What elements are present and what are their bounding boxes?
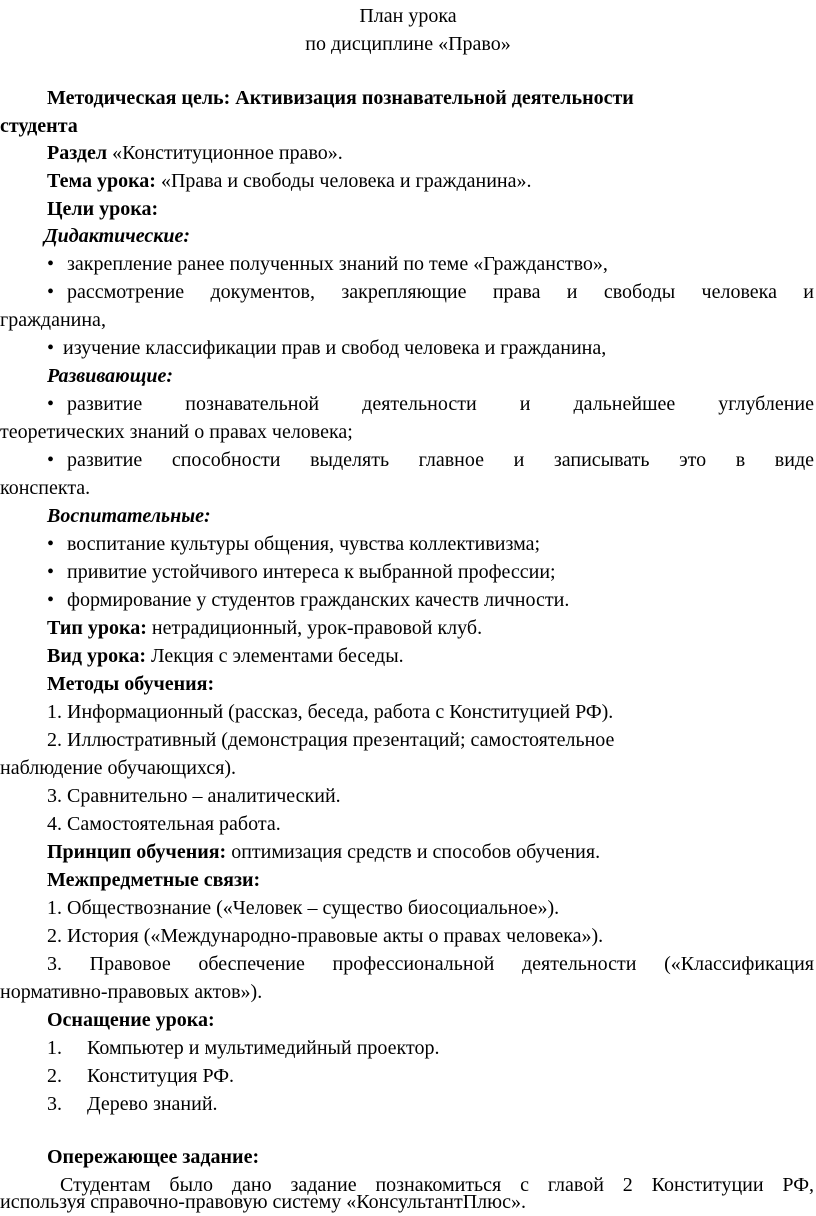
topic-text: «Права и свободы человека и гражданина». bbox=[155, 170, 532, 192]
list-item: • закрепление ранее полученных знаний по теме «Гражданство», bbox=[47, 250, 608, 278]
principle-line bbox=[47, 838, 600, 866]
list-item: 2. История («Международно-правовые акты о правах человека»). bbox=[47, 925, 604, 947]
list-item: 2. Конституция РФ. bbox=[47, 1062, 234, 1090]
list-item-cont: теоретических знаний о правах человека; bbox=[0, 421, 353, 443]
list-number: 1. bbox=[47, 1037, 62, 1059]
lesson-type-line bbox=[47, 614, 482, 642]
list-item-cont: гражданина, bbox=[0, 309, 106, 331]
list-item: • развитие познавательной деятельности и дальнейшее углубление bbox=[47, 390, 814, 418]
list-item: • привитие устойчивого интереса к выбранной профессии; bbox=[47, 558, 556, 586]
lesson-kind-label: Вид урока: bbox=[47, 645, 146, 667]
links-heading: Межпредметные связи: bbox=[47, 869, 261, 891]
lesson-type-text: нетрадиционный, урок-правовой клуб. bbox=[146, 617, 483, 639]
equipment-heading: Оснащение урока: bbox=[47, 1009, 215, 1031]
list-item: • изучение классификации прав и свобод человека и гражданина, bbox=[47, 334, 606, 362]
list-item: 1. Компьютер и мультимедийный проектор. bbox=[47, 1034, 439, 1062]
methodical-goal-cont: студента bbox=[0, 115, 78, 137]
bullet-icon: • bbox=[47, 533, 55, 555]
list-item-cont: наблюдение обучающихся). bbox=[0, 757, 237, 779]
didactic-heading: Дидактические: bbox=[44, 225, 191, 247]
topic-label: Тема урока: bbox=[47, 170, 156, 192]
advance-heading: Опережающее задание: bbox=[47, 1146, 260, 1168]
section-label: Раздел bbox=[47, 142, 108, 164]
bullet-icon: • bbox=[47, 337, 55, 359]
topic-line bbox=[47, 167, 531, 195]
list-item: 3. Правовое обеспечение профессиональной деятельности («Классификация bbox=[47, 953, 814, 975]
bullet-icon: • bbox=[47, 393, 55, 415]
section-text: «Конституционное право». bbox=[107, 142, 343, 164]
methodical-goal bbox=[47, 84, 634, 112]
principle-label: Принцип обучения: bbox=[47, 841, 227, 863]
advance-text-cont: используя справочно-правовую систему «КонсультантПлюс». bbox=[0, 1191, 526, 1213]
document-subtitle: по дисциплине «Право» bbox=[305, 33, 511, 55]
bullet-icon: • bbox=[47, 281, 55, 303]
list-number: 2. bbox=[47, 1065, 62, 1087]
bullet-icon: • bbox=[47, 589, 55, 611]
list-item-cont: конспекта. bbox=[0, 477, 91, 499]
lesson-kind-text: Лекция с элементами беседы. bbox=[145, 645, 404, 667]
lesson-kind-line bbox=[47, 642, 404, 670]
list-item-cont: нормативно-правовых актов»). bbox=[0, 981, 263, 1003]
list-item: 4. Самостоятельная работа. bbox=[47, 813, 281, 835]
lesson-type-label: Тип урока: bbox=[47, 617, 147, 639]
aims-heading: Цели урока: bbox=[47, 198, 159, 220]
list-item: • развитие способности выделять главное и записывать это в виде bbox=[47, 446, 814, 474]
bullet-icon: • bbox=[47, 561, 55, 583]
list-item: 2. Иллюстративный (демонстрация презентаций; самостоятельное bbox=[47, 729, 615, 751]
list-item: 1. Обществознание («Человек – существо биосоциальное»). bbox=[47, 897, 560, 919]
list-item: 1. Информационный (рассказ, беседа, работа с Конституцией РФ). bbox=[47, 701, 614, 723]
methods-heading: Методы обучения: bbox=[47, 673, 215, 695]
list-item: • формирование у студентов гражданских качеств личности. bbox=[47, 586, 569, 614]
bullet-icon: • bbox=[47, 253, 55, 275]
methodical-goal-label: Методическая цель: bbox=[47, 87, 231, 109]
document-title: План урока bbox=[359, 5, 457, 27]
section-line bbox=[47, 139, 343, 167]
list-item: 3. Дерево знаний. bbox=[47, 1090, 218, 1118]
list-number: 3. bbox=[47, 1093, 62, 1115]
list-item: 3. Сравнительно – аналитический. bbox=[47, 785, 341, 807]
educational-heading: Воспитательные: bbox=[47, 505, 211, 527]
list-item: • воспитание культуры общения, чувства коллективизма; bbox=[47, 530, 540, 558]
list-item: • рассмотрение документов, закрепляющие права и свободы человека и bbox=[47, 278, 814, 306]
methodical-goal-text: Активизация познавательной деятельности bbox=[230, 87, 634, 109]
bullet-icon: • bbox=[47, 449, 55, 471]
developing-heading: Развивающие: bbox=[47, 365, 174, 387]
advance-text: Студентам было дано задание познакомиться с главой 2 Конституции РФ, bbox=[60, 1174, 814, 1196]
principle-text: оптимизация средств и способов обучения. bbox=[226, 841, 601, 863]
